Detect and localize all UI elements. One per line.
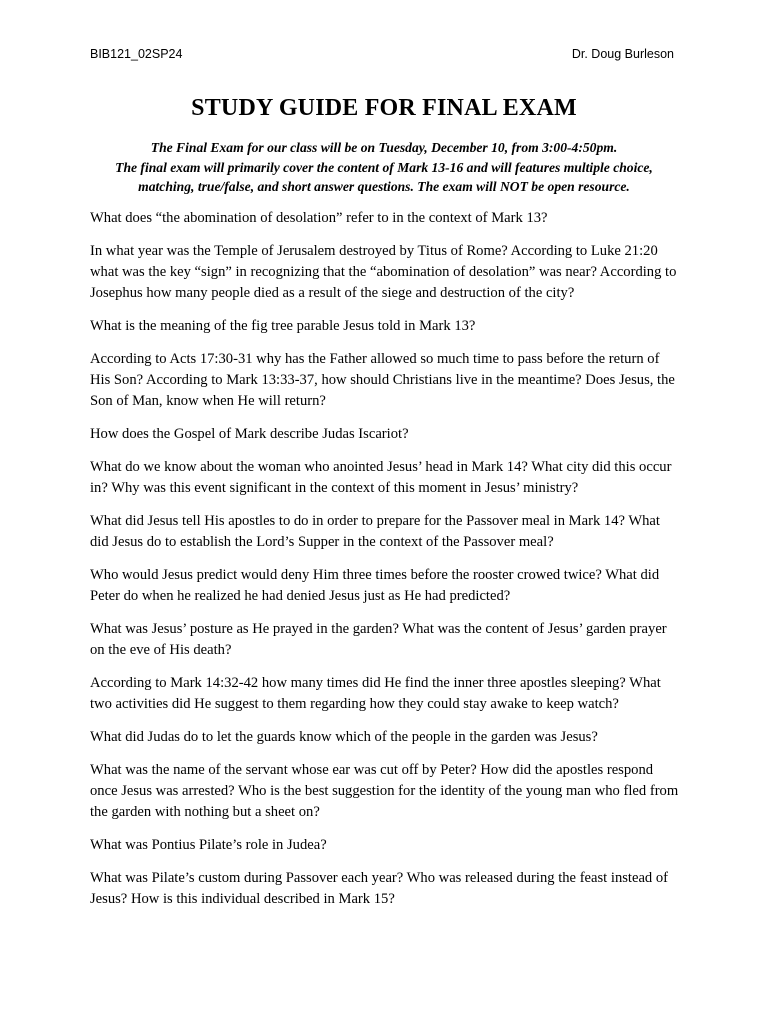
- course-code: BIB121_02SP24: [90, 47, 183, 61]
- page-header: [90, 47, 674, 65]
- question-item: What was Pontius Pilate’s role in Judea?: [90, 837, 327, 853]
- question-item: How does the Gospel of Mark describe Judas Iscariot?: [90, 426, 409, 442]
- question-item: What do we know about the woman who anointed Jesus’ head in Mark 14? What city did this occur in? Why was this event significant in the context of this moment in Jesus’ ministry?: [90, 459, 672, 496]
- question-item: Who would Jesus predict would deny Him three times before the rooster crowed twice? What did Peter do when he realized he had denied Jesus just as He had predicted?: [90, 567, 660, 604]
- exam-content-line: The final exam will primarily cover the content of Mark 13-16 and will features multiple choice, matching, true/false, and short answer questions. The exam will NOT be open resource.: [115, 159, 653, 194]
- question-item: What does “the abomination of desolation” refer to in the context of Mark 13?: [90, 210, 548, 226]
- question-item: According to Mark 14:32-42 how many times did He find the inner three apostles sleeping? What two activities did He suggest to them regarding how they could stay awake to keep watch?: [90, 675, 661, 712]
- question-item: What was Jesus’ posture as He prayed in the garden? What was the content of Jesus’ garden prayer on the eve of His death?: [90, 621, 667, 658]
- exam-intro: [90, 138, 678, 197]
- exam-date-line: The Final Exam for our class will be on Tuesday, December 10, from 3:00-4:50pm.: [150, 140, 618, 155]
- question-item: According to Acts 17:30-31 why has the Father allowed so much time to pass before the return of His Son? According to Mark 13:33-37, how should Christians live in the meantime? Does Jesus, the Son of Man, know when He will return?: [90, 351, 675, 409]
- question-item: What is the meaning of the fig tree parable Jesus told in Mark 13?: [90, 318, 476, 334]
- question-item: In what year was the Temple of Jerusalem destroyed by Titus of Rome? According to Luke 21:20 what was the key “sign” in recognizing that the “abomination of desolation” was near? According to Josephus how many people died as a result of the siege and destruction of the city?: [90, 243, 677, 301]
- question-item: What did Judas do to let the guards know which of the people in the garden was Jesus?: [90, 729, 598, 745]
- question-item: What was the name of the servant whose ear was cut off by Peter? How did the apostles respond once Jesus was arrested? Who is the best suggestion for the identity of the young man who fled from the garden with nothing but a sheet on?: [90, 762, 679, 820]
- question-list: [90, 208, 680, 922]
- question-item: What was Pilate’s custom during Passover each year? Who was released during the feast instead of Jesus? How is this individual described in Mark 15?: [90, 870, 669, 907]
- instructor-name: Dr. Doug Burleson: [571, 47, 674, 61]
- document-title: STUDY GUIDE FOR FINAL EXAM: [191, 95, 577, 121]
- question-item: What did Jesus tell His apostles to do in order to prepare for the Passover meal in Mark 14? What did Jesus do to establish the Lord’s Supper in the context of the Passover meal?: [90, 513, 660, 550]
